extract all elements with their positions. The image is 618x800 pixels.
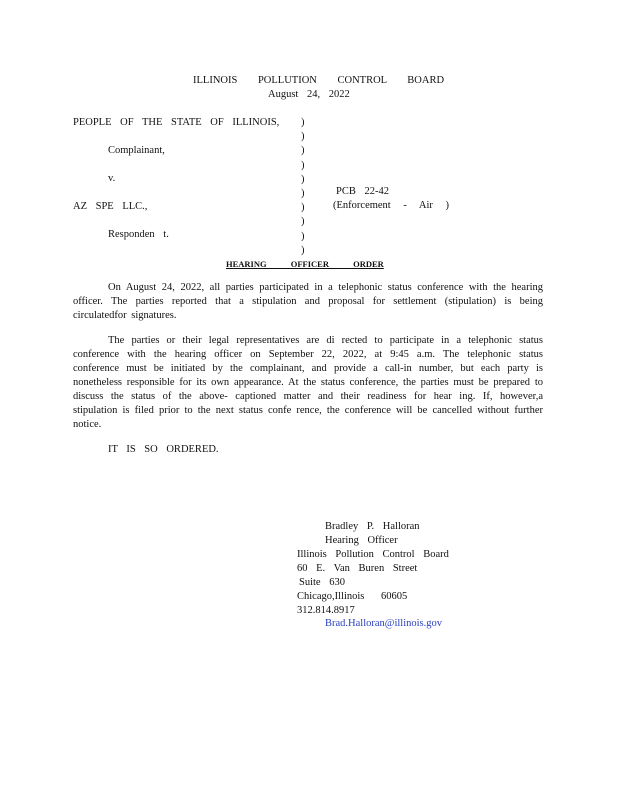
agency-heading: ILLINOIS POLLUTION CONTROL BOARD <box>193 75 445 86</box>
paragraph-text: On August 24, 2022, all parties participated in a telephonic status conference with the hearing officer. The parties reported that a stipulation and proposal for settlement (stipulation) is being circulatedfor signatures. <box>73 282 543 321</box>
caption-paren: ) <box>301 216 305 228</box>
plaintiff-role: Complainant, <box>108 145 165 156</box>
caption-paren: ) <box>301 131 305 143</box>
signer-name: Bradley P. Halloran <box>325 521 420 532</box>
caption-paren: ) <box>301 173 305 185</box>
signer-street: 60 E. Van Buren Street <box>297 563 418 574</box>
caption-bracket-column <box>301 116 305 258</box>
order-title: HEARING OFFICER ORDER <box>226 259 384 269</box>
caption-paren: ) <box>301 230 305 242</box>
body-paragraph-2 <box>73 334 543 432</box>
signer-email-link[interactable]: Brad.Halloran@illinois.gov <box>325 618 442 629</box>
closing-statement: IT IS SO ORDERED. <box>108 444 219 455</box>
case-type: (Enforcement - Air ) <box>333 200 450 211</box>
plaintiff-name: PEOPLE OF THE STATE OF ILLINOIS, <box>73 117 280 128</box>
defendant-name: AZ SPE LLC., <box>73 201 148 212</box>
caption-paren: ) <box>301 117 305 128</box>
caption-paren: ) <box>301 188 305 200</box>
signer-phone: 312.814.8917 <box>297 605 355 616</box>
versus-label: v. <box>108 173 116 184</box>
signer-city: Chicago,Illinois 60605 <box>297 591 408 602</box>
paragraph-text: The parties or their legal representatives are di rected to participate in a telephonic status conference with the hearing officer on September 22, 2022, at 9:45 a.m. The telephonic status conference must be initiated by the complainant, and provide a call-in number, but each party is nonetheless responsible for its own appearance. At the status conference, the parties must be prepared to discuss the status of the above- captioned matter and their readiness for hear ing. If, however,a stipulation is filed prior to the next status confe rence, the conference will be cancelled without further notice. <box>73 335 543 430</box>
caption-paren: ) <box>301 202 305 214</box>
caption-paren: ) <box>301 244 305 256</box>
signer-organization: Illinois Pollution Control Board <box>297 549 449 560</box>
body-paragraph-1 <box>73 281 543 323</box>
caption-paren: ) <box>301 145 305 157</box>
case-number: PCB 22-42 <box>336 186 389 197</box>
signer-suite: Suite 630 <box>299 577 345 588</box>
document-date: August 24, 2022 <box>268 89 350 100</box>
caption-paren: ) <box>301 159 305 171</box>
signer-title: Hearing Officer <box>325 535 398 546</box>
defendant-role: Responden t. <box>108 229 169 240</box>
